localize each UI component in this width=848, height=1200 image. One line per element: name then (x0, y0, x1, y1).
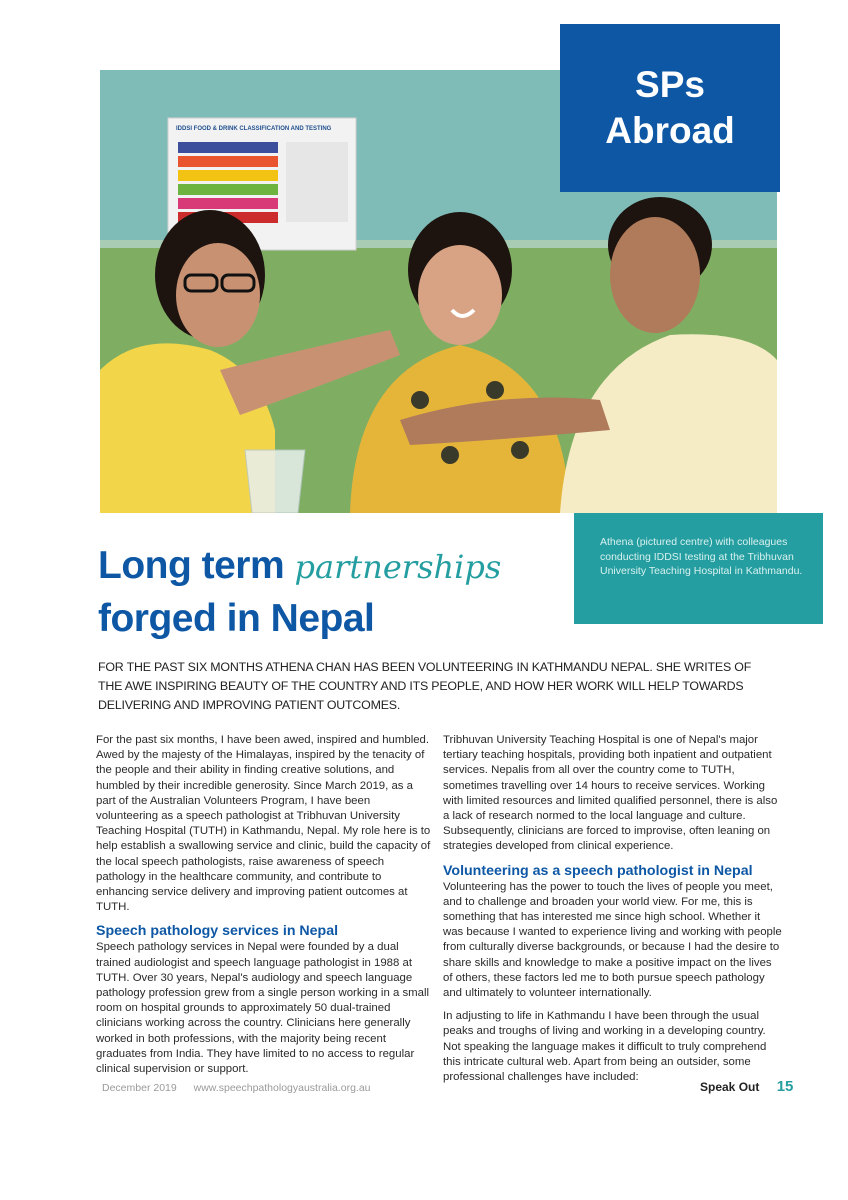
headline-part-2: forged in Nepal (98, 597, 375, 640)
footer-right (700, 1078, 793, 1095)
photo-caption: Athena (pictured centre) with colleagues conducting IDDSI testing at the Tribhuvan University Teaching Hospital in Kathmandu. (574, 513, 823, 624)
left-column (96, 733, 431, 1085)
headline-script: partnerships (294, 548, 502, 586)
volunteering-paragraph: Volunteering has the power to touch the lives of people you meet, and to challenge and broaden your world view. For me, this is something that has interested me since high school. Whether it was because I wanted to experience living and working with people from culturally diverse backgrounds, or because I had the desire to share skills and knowledge to make a positive impact on the lives of others, these factors led me to both pursue speech pathology and ultimately to volunteer internationally. (443, 880, 782, 1000)
standfirst: FOR THE PAST SIX MONTHS ATHENA CHAN HAS BEEN VOLUNTEERING IN KATHMANDU NEPAL. SHE WRITES OF THE AWE INSPIRING BEAUTY OF THE COUNTRY AND ITS PEOPLE, AND HOW HER WORK WILL HELP TOWARDS DELIVERING AND IMPROVING PATIENT OUTCOMES. (98, 660, 752, 712)
right-column (443, 733, 783, 1093)
poster-title: IDDSI FOOD & DRINK CLASSIFICATION AND TESTING (176, 126, 332, 132)
section-heading-services: Speech pathology services in Nepal (96, 923, 339, 940)
intro-paragraph: For the past six months, I have been awed, inspired and humbled. Awed by the majesty of the Himalayas, inspired by the tenacity of the people and their ability in finding creative solutions, and humbled by their incredible generosity. Since March 2019, as a part of the Australian Volunteers Program, I have been volunteering as a speech pathologist at Tribhuvan University Teaching Hospital (TUTH) in Kathmandu, Nepal. My role here is to help establish a swallowing service and clinic, build the capacity of the local speech pathologists, raise awareness of speech pathology in the healthcare community, and contribute to enhancing service delivery and improving patient outcomes at TUTH. (96, 734, 431, 914)
headline-part-1: Long term (98, 544, 295, 587)
footer-date: December 2019 (102, 1082, 177, 1094)
hospital-paragraph: Tribhuvan University Teaching Hospital is one of Nepal's major tertiary teaching hospitals, providing both inpatient and outpatient services. Nepalis from all over the country come to TUTH, sometimes travelling over 14 hours to receive services. Working with limited resources and limited qualified personnel, there is also a lack of research normed to the local language and culture. Subsequently, clinicians are forced to improvise, often leaning on strategies developed from clinical experience. (443, 734, 778, 853)
magazine-name: Speak Out (700, 1080, 760, 1094)
section-badge (560, 24, 780, 192)
footer-url[interactable]: www.speechpathologyaustralia.org.au (193, 1082, 371, 1094)
badge-line-1: SPs (635, 64, 705, 105)
services-paragraph: Speech pathology services in Nepal were founded by a dual trained audiologist and speech language pathologist in 1988 at TUTH. Over 30 years, Nepal's audiology and speech language pathology profession grew from a single person working in a small room on hospital grounds to approximately 50 dual-trained clinicians working across the country. Clinicians here generally worked in both professions, with the majority being recent graduates from India. They have limited to no access to regular clinical supervision or support. (96, 941, 430, 1076)
section-heading-volunteering: Volunteering as a speech pathologist in Nepal (443, 862, 753, 879)
footer-left (102, 1082, 385, 1094)
page-number: 15 (776, 1078, 794, 1095)
badge-line-2: Abroad (605, 110, 735, 151)
article-headline (98, 540, 568, 645)
adjusting-paragraph: In adjusting to life in Kathmandu I have been through the usual peaks and troughs of living and working in a developing country. Not speaking the language makes it difficult to truly comprehend this intricate cultural web. Apart from being an outsider, some professional challenges have included: (443, 1010, 767, 1084)
